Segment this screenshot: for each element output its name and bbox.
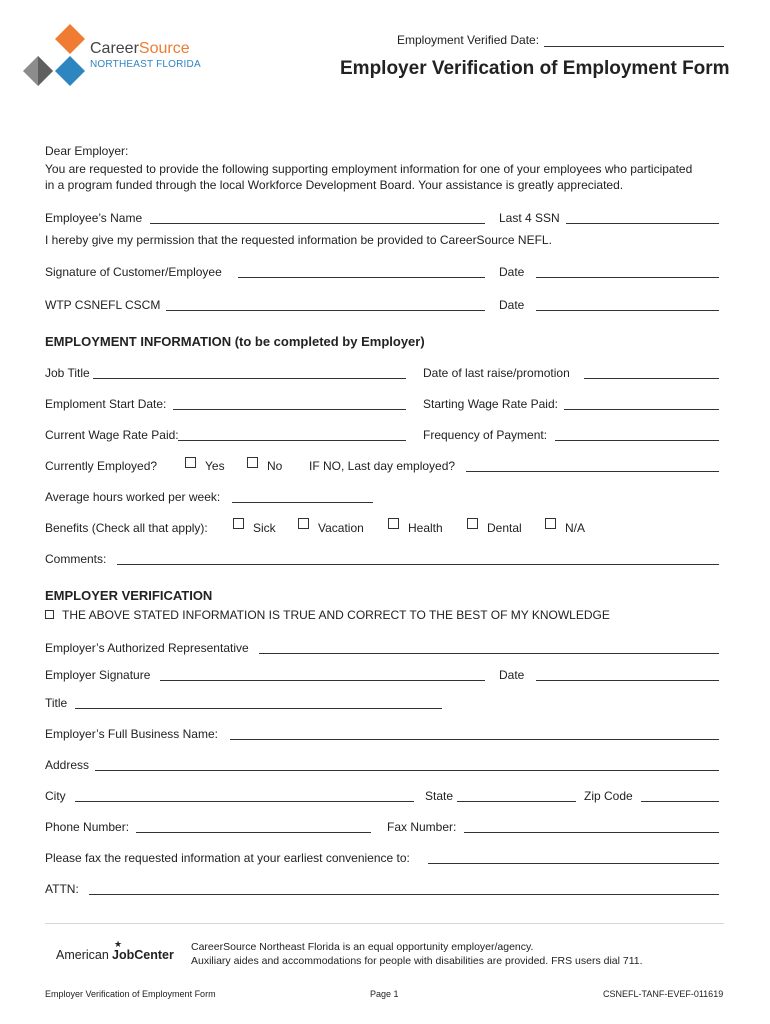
start-date-field[interactable]	[173, 409, 406, 410]
eeo-notice-2: Auxiliary aides and accommodations for people with disabilities are provided. FRS users dial 711.	[191, 955, 643, 967]
phone-field[interactable]	[136, 832, 371, 833]
employment-heading: EMPLOYMENT INFORMATION (to be completed by Employer)	[45, 334, 425, 349]
wtp-field[interactable]	[166, 310, 485, 311]
phone-label: Phone Number:	[45, 820, 130, 834]
careersource-logo	[22, 22, 202, 92]
benefit-health-label: Health	[408, 521, 443, 535]
ssn-field[interactable]	[566, 223, 719, 224]
american-job-center-logo	[56, 939, 181, 968]
benefit-health-checkbox[interactable]	[388, 518, 399, 529]
fax-label: Fax Number:	[387, 820, 457, 834]
ajc-part1: American	[56, 948, 109, 962]
verified-date-label: Employment Verified Date:	[397, 33, 540, 47]
starting-wage-field[interactable]	[564, 409, 719, 410]
logo-mark-icon	[22, 22, 90, 88]
business-name-field[interactable]	[230, 739, 719, 740]
wtp-date-label: Date	[499, 298, 525, 312]
last-raise-label: Date of last raise/promotion	[423, 366, 570, 380]
greeting: Dear Employer:	[45, 144, 129, 158]
benefit-sick-label: Sick	[253, 521, 276, 535]
state-field[interactable]	[457, 801, 576, 802]
employer-date-field[interactable]	[536, 680, 719, 681]
benefit-na-checkbox[interactable]	[545, 518, 556, 529]
permission-text: I hereby give my permission that the requested information be provided to CareerSource NEFL.	[45, 233, 552, 247]
employee-name-field[interactable]	[150, 223, 485, 224]
benefit-vacation-label: Vacation	[318, 521, 364, 535]
yes-label: Yes	[205, 459, 225, 473]
avg-hours-field[interactable]	[232, 502, 373, 503]
starting-wage-label: Starting Wage Rate Paid:	[423, 397, 558, 411]
city-label: City	[45, 789, 66, 803]
start-date-label: Emploment Start Date:	[45, 397, 167, 411]
benefit-vacation-checkbox[interactable]	[298, 518, 309, 529]
fax-field[interactable]	[464, 832, 719, 833]
last-day-label: IF NO, Last day employed?	[309, 459, 456, 473]
business-name-label: Employer’s Full Business Name:	[45, 727, 218, 741]
benefit-sick-checkbox[interactable]	[233, 518, 244, 529]
benefits-label: Benefits (Check all that apply):	[45, 521, 208, 535]
city-field[interactable]	[75, 801, 414, 802]
customer-date-field[interactable]	[536, 277, 719, 278]
comments-field[interactable]	[117, 564, 719, 565]
ajc-star-icon: ★	[114, 939, 123, 949]
employer-title-field[interactable]	[75, 708, 442, 709]
no-label: No	[267, 459, 283, 473]
rep-field[interactable]	[259, 653, 719, 654]
employer-date-label: Date	[499, 668, 525, 682]
footer-divider	[45, 923, 724, 924]
fax-to-field[interactable]	[428, 863, 719, 864]
last-day-field[interactable]	[466, 471, 719, 472]
ssn-label: Last 4 SSN	[499, 211, 560, 225]
job-title-field[interactable]	[93, 378, 406, 379]
job-title-label: Job Title	[45, 366, 90, 380]
employer-signature-label: Employer Signature	[45, 668, 151, 682]
current-wage-field[interactable]	[178, 440, 406, 441]
logo-name-part2: Source	[138, 40, 190, 57]
address-label: Address	[45, 758, 90, 772]
address-field[interactable]	[95, 770, 719, 771]
attest-checkbox[interactable]	[45, 610, 54, 619]
footer-form-code: CSNEFL-TANF-EVEF-011619	[603, 989, 724, 999]
attest-text: THE ABOVE STATED INFORMATION IS TRUE AND CORRECT TO THE BEST OF MY KNOWLEDGE	[62, 608, 610, 622]
frequency-label: Frequency of Payment:	[423, 428, 548, 442]
wtp-date-field[interactable]	[536, 310, 719, 311]
customer-signature-label: Signature of Customer/Employee	[45, 265, 222, 279]
intro-line-2: in a program funded through the local Workforce Development Board. Your assistance is greatly appreciated.	[45, 178, 624, 192]
attn-label: ATTN:	[45, 882, 79, 896]
current-wage-label: Current Wage Rate Paid:	[45, 428, 179, 442]
employed-yes-checkbox[interactable]	[185, 457, 196, 468]
employer-signature-field[interactable]	[160, 680, 485, 681]
verified-date-field[interactable]	[544, 46, 724, 47]
zip-label: Zip Code	[584, 789, 633, 803]
zip-field[interactable]	[641, 801, 719, 802]
benefit-dental-label: Dental	[487, 521, 522, 535]
comments-label: Comments:	[45, 552, 107, 566]
intro-line-1: You are requested to provide the following supporting employment information for one of your employees who participated	[45, 162, 693, 176]
logo-name-part1: Career	[90, 40, 139, 57]
logo-region: NORTHEAST FLORIDA	[90, 59, 201, 70]
footer-page-number: Page 1	[370, 989, 399, 999]
customer-signature-field[interactable]	[238, 277, 485, 278]
benefit-dental-checkbox[interactable]	[467, 518, 478, 529]
wtp-label: WTP CSNEFL CSCM	[45, 298, 161, 312]
employed-no-checkbox[interactable]	[247, 457, 258, 468]
footer-form-name: Employer Verification of Employment Form	[45, 989, 216, 999]
eeo-notice-1: CareerSource Northeast Florida is an equal opportunity employer/agency.	[191, 941, 534, 953]
currently-employed-label: Currently Employed?	[45, 459, 158, 473]
fax-request-text: Please fax the requested information at your earliest convenience to:	[45, 851, 410, 865]
page-title: Employer Verification of Employment Form	[340, 58, 730, 79]
attn-field[interactable]	[89, 894, 719, 895]
benefit-na-label: N/A	[565, 521, 586, 535]
verification-heading: EMPLOYER VERIFICATION	[45, 588, 213, 603]
rep-label: Employer’s Authorized Representative	[45, 641, 249, 655]
ajc-part2: JobCenter	[112, 948, 174, 962]
customer-date-label: Date	[499, 265, 525, 279]
state-label: State	[425, 789, 454, 803]
employer-title-label: Title	[45, 696, 68, 710]
last-raise-field[interactable]	[584, 378, 719, 379]
avg-hours-label: Average hours worked per week:	[45, 490, 221, 504]
frequency-field[interactable]	[555, 440, 719, 441]
employee-name-label: Employee’s Name	[45, 211, 143, 225]
